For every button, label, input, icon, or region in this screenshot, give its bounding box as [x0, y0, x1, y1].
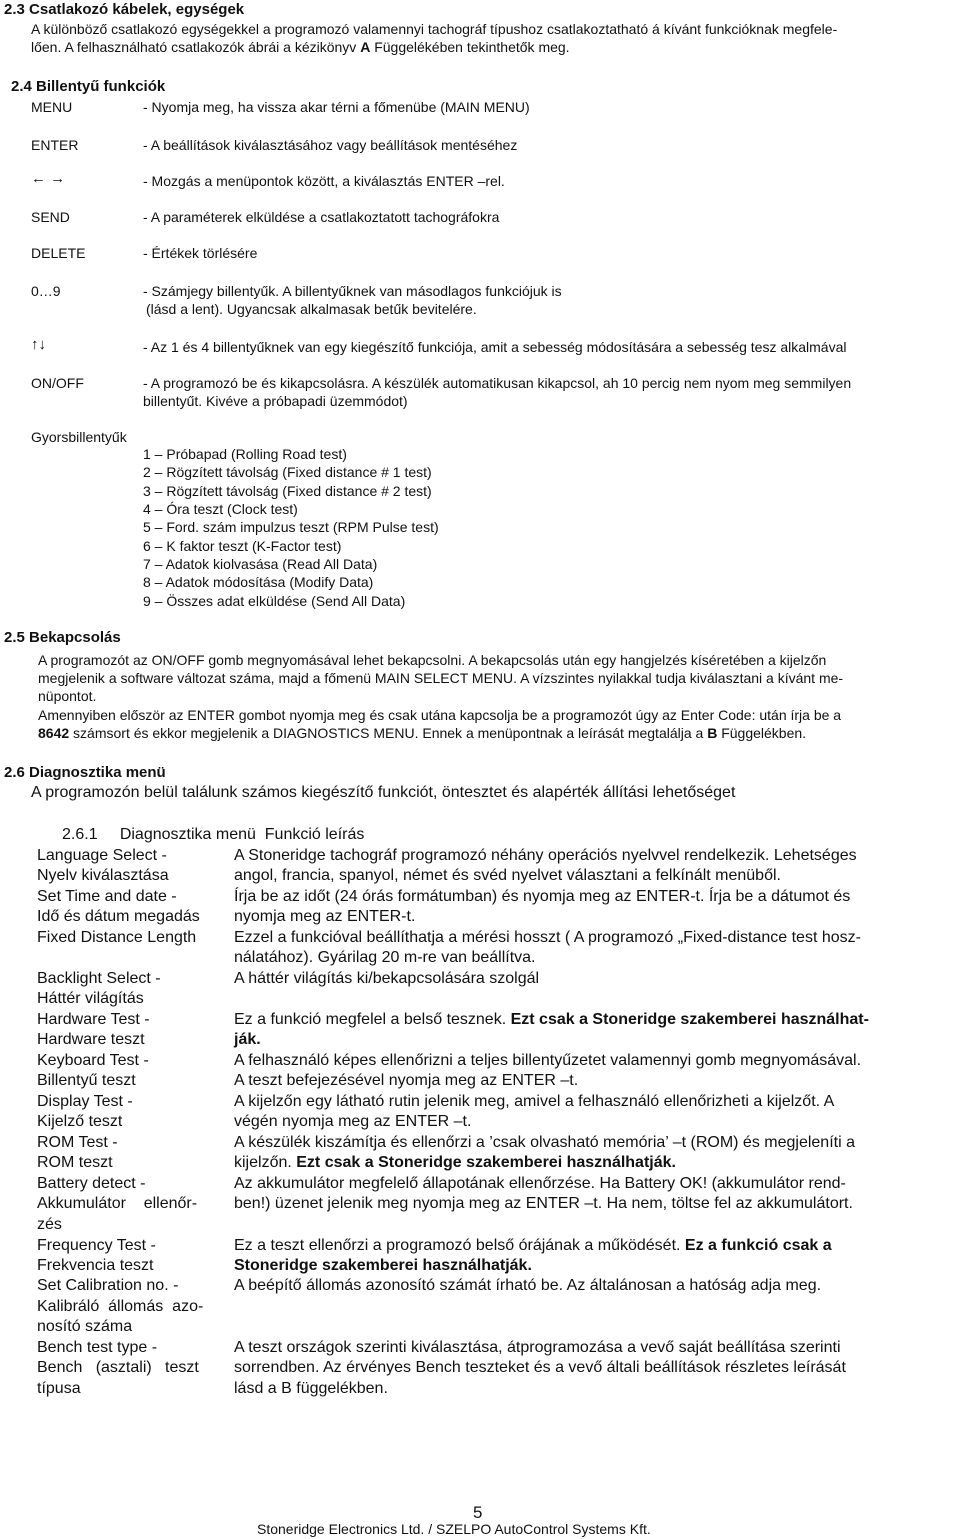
section-2-5-line-1: A programozót az ON/OFF gomb megnyomásával lehet bekapcsolni. A bekapcsolás után egy hangjelzés kíséretében a kijelzőn: [38, 652, 827, 668]
function-name: típusa: [37, 1380, 81, 1397]
section-2-5-heading: 2.5 Bekapcsolás: [4, 629, 121, 646]
hotkey-item: 9 – Összes adat elküldése (Send All Data): [143, 593, 406, 609]
function-description: A készülék kiszámítja és ellenőrzi a ’csak olvasható memória’ –t (ROM) és megjeleníti a: [234, 1134, 855, 1151]
function-description: Ez a teszt ellenőrzi a programozó belső órájának a működését. Ez a funkció csak a: [234, 1237, 832, 1254]
footer-company: Stoneridge Electronics Ltd. / SZELPO AutoControl Systems Kft.: [257, 1521, 651, 1537]
function-description: nyomja meg az ENTER-t.: [234, 908, 416, 925]
function-name: Nyelv kiválasztása: [37, 867, 169, 884]
function-description: Ezzel a funkcióval beállíthatja a mérési hosszt ( A programozó „Fixed-distance test hosz-: [234, 929, 861, 946]
function-name: Kalibráló állomás azo-: [37, 1298, 204, 1315]
function-description: Ez a funkció megfelel a belső tesznek. Ezt csak a Stoneridge szakemberei használhat-: [234, 1011, 869, 1028]
function-name: Frekvencia teszt: [37, 1257, 154, 1274]
section-2-6-heading: 2.6 Diagnosztika menü: [4, 764, 166, 781]
enter-code-value: 8642: [38, 725, 70, 741]
hotkey-item: 2 – Rögzített távolság (Fixed distance # 1 test): [143, 464, 432, 480]
key-updown-desc: - Az 1 és 4 billentyűknek van egy kiegészítő funkciója, amit a sebesség módosítására a sebesség tesz alkalmával: [143, 339, 847, 355]
function-description: Stoneridge szakemberei használhatják.: [234, 1257, 532, 1274]
key-menu: MENU: [31, 99, 73, 115]
function-name: Hardware Test -: [37, 1011, 150, 1028]
hotkeys-title: Gyorsbillentyűk: [31, 429, 127, 445]
function-description: A teszt országok szerinti kiválasztása, átprogramozása a vevő saját beállítása szerinti: [234, 1339, 841, 1356]
hotkey-item: 1 – Próbapad (Rolling Road test): [143, 446, 347, 462]
hotkey-item: 5 – Ford. szám impulzus teszt (RPM Pulse test): [143, 519, 439, 535]
function-description: A kijelzőn egy látható rutin jelenik meg, amivel a felhasználó ellenőrizheti a kijelzőt. A: [234, 1093, 835, 1110]
key-enter: ENTER: [31, 137, 79, 153]
function-name: Keyboard Test -: [37, 1052, 149, 1069]
section-2-5-line-5: 8642 számsort és ekkor megjelenik a DIAGNOSTICS MENU. Ennek a menüpontnak a leírását megtalálja a B Függelékben.: [38, 725, 807, 741]
function-name: Frequency Test -: [37, 1237, 156, 1254]
function-name: Hardware teszt: [37, 1031, 145, 1048]
hotkey-item: 8 – Adatok módosítása (Modify Data): [143, 574, 374, 590]
function-name: Háttér világítás: [37, 990, 144, 1007]
key-digits-desc: - Számjegy billentyűk. A billentyűknek van másodlagos funkciójuk is: [143, 283, 562, 299]
hotkey-item: 6 – K faktor teszt (K-Factor test): [143, 538, 342, 554]
function-name: Idő és dátum megadás: [37, 908, 200, 925]
function-name: Backlight Select -: [37, 970, 161, 987]
function-description: Írja be az időt (24 órás formátumban) és nyomja meg az ENTER-t. Írja be a dátumot és: [234, 888, 851, 905]
section-2-5-line-4: Amennyiben először az ENTER gombot nyomja meg és csak utána kapcsolja be a programozót úgy az Enter Code: után írja be a: [38, 707, 842, 723]
key-menu-desc: - Nyomja meg, ha vissza akar térni a főmenübe (MAIN MENU): [143, 99, 530, 115]
function-name: Battery detect -: [37, 1175, 146, 1192]
key-send: SEND: [31, 209, 70, 225]
key-delete-desc: - Értékek törlésére: [143, 245, 258, 261]
function-description: lásd a B függelékben.: [234, 1380, 388, 1397]
function-description: ben!) üzenet jelenik meg nyomja meg az ENTER –t. Ha nem, töltse fel az akkumulátort.: [234, 1195, 853, 1212]
function-name: Bench test type -: [37, 1339, 158, 1356]
function-name: Akkumulátor ellenőr-: [37, 1195, 198, 1212]
function-name: Display Test -: [37, 1093, 133, 1110]
section-2-3-text-line-1: A különböző csatlakozó egységekkel a programozó valamennyi tachográf típushoz csatlakoztatható á kívánt funkcióknak megfele-: [31, 21, 838, 37]
key-digits: 0…9: [31, 283, 61, 299]
key-onoff-desc-2: billentyűt. Kivéve a próbapadi üzemmódot): [143, 393, 408, 409]
function-name: Set Time and date -: [37, 888, 177, 905]
section-2-3-text-line-2: lően. A felhasználható csatlakozók ábrái a kézikönyv A Függelékében tekinthetők meg.: [31, 39, 570, 55]
function-name: Language Select -: [37, 847, 167, 864]
section-2-6-1-heading: 2.6.1 Diagnosztika menü Funkció leírás: [62, 826, 365, 843]
function-description: ják.: [234, 1031, 261, 1048]
function-name: Fixed Distance Length: [37, 929, 197, 946]
function-name: Bench (asztali) teszt: [37, 1359, 199, 1376]
function-description: A háttér világítás ki/bekapcsolására szolgál: [234, 970, 540, 987]
hotkey-item: 7 – Adatok kiolvasása (Read All Data): [143, 556, 378, 572]
function-description: A beépítő állomás azonosító számát írható be. Az általánosan a hatóság adja meg.: [234, 1277, 822, 1294]
function-name: ROM teszt: [37, 1154, 113, 1171]
function-name: Kijelző teszt: [37, 1113, 123, 1130]
function-description: angol, francia, spanyol, német és svéd nyelvet választani a felkínált menüből.: [234, 867, 781, 884]
function-description: végén nyomja meg az ENTER –t.: [234, 1113, 472, 1130]
key-delete: DELETE: [31, 245, 86, 261]
function-description: kijelzőn. Ezt csak a Stoneridge szakemberei használhatják.: [234, 1154, 676, 1171]
function-name: Set Calibration no. -: [37, 1277, 179, 1294]
function-description: nálatához). Gyárilag 20 m-re van beállítva.: [234, 949, 536, 966]
function-description: A felhasználó képes ellenőrizni a teljes billentyűzetet valamennyi gomb megnyomásával.: [234, 1052, 862, 1069]
function-name: ROM Test -: [37, 1134, 118, 1151]
key-arrows-desc: - Mozgás a menüpontok között, a kiválasztás ENTER –rel.: [143, 173, 505, 189]
function-description: A Stoneridge tachográf programozó néhány operációs nyelvvel rendelkezik. Lehetséges: [234, 847, 857, 864]
key-send-desc: - A paraméterek elküldése a csatlakoztatott tachográfokra: [143, 209, 500, 225]
function-name: zés: [37, 1216, 62, 1233]
section-2-4-heading: 2.4 Billentyű funkciók: [11, 78, 166, 95]
hotkey-item: 4 – Óra teszt (Clock test): [143, 501, 298, 517]
section-2-3-heading: 2.3 Csatlakozó kábelek, egységek: [4, 1, 245, 18]
key-onoff-desc: - A programozó be és kikapcsolásra. A készülék automatikusan kikapcsol, ah 10 percig nem nyom meg semmilyen: [143, 375, 852, 391]
key-digits-desc-2: (lásd a lent). Ugyancsak alkalmasak betűk bevitelére.: [146, 301, 477, 317]
function-name: Billentyű teszt: [37, 1072, 136, 1089]
section-2-6-intro: A programozón belül találunk számos kiegészítő funkciót, öntesztet és alapérték állítási lehetőséget: [31, 784, 736, 801]
function-description: Az akkumulátor megfelelő állapotának ellenőrzése. Ha Battery OK! (akkumulátor rend-: [234, 1175, 846, 1192]
section-2-5-line-3: nüpontot.: [38, 688, 97, 704]
left-right-arrow-icon: ← →: [31, 170, 66, 187]
key-onoff: ON/OFF: [31, 375, 84, 391]
hotkey-item: 3 – Rögzített távolság (Fixed distance # 2 test): [143, 483, 432, 499]
function-description: sorrendben. Az érvényes Bench teszteket és a vevő általi beállítások részletes leírását: [234, 1359, 846, 1376]
function-description: A teszt befejezésével nyomja meg az ENTER –t.: [234, 1072, 579, 1089]
up-down-arrow-icon: ↑↓: [31, 336, 46, 353]
section-2-5-line-2: megjelenik a software változat száma, majd a főmenü MAIN SELECT MENU. A vízszintes nyilakkal tudja kiválasztani a kívánt me-: [38, 670, 844, 686]
key-enter-desc: - A beállítások kiválasztásához vagy beállítások mentéséhez: [143, 137, 518, 153]
page-number: 5: [473, 1503, 483, 1522]
function-name: nosító száma: [37, 1318, 133, 1335]
